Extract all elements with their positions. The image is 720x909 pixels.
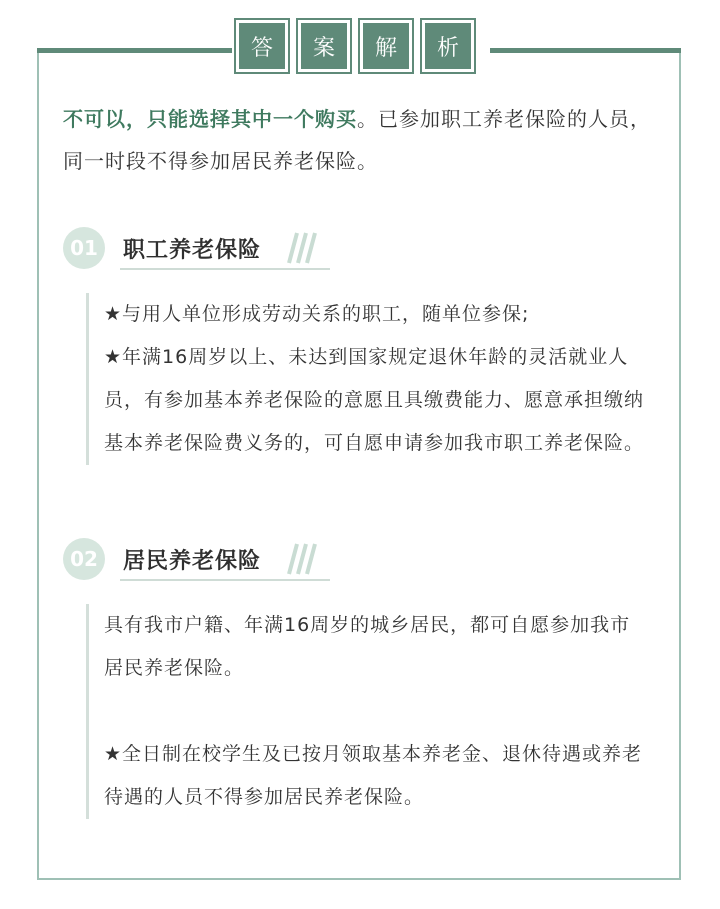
title-tile	[296, 18, 352, 74]
paragraph-spacer	[104, 690, 644, 733]
title-tile	[420, 18, 476, 74]
section-header-02	[63, 538, 319, 580]
section-header-01	[63, 227, 319, 269]
title-char: 答	[239, 23, 285, 69]
section-paragraph: ★与用人单位形成劳动关系的职工，随单位参保;	[104, 303, 530, 325]
section-number-badge: 01	[63, 227, 105, 269]
title-tile	[234, 18, 290, 74]
title-tile	[358, 18, 414, 74]
section-header-underline	[120, 268, 330, 270]
frame-top-line-left	[37, 48, 232, 53]
slash-decoration-icon	[279, 542, 319, 576]
section-paragraph: ★全日制在校学生及已按月领取基本养老金、退休待遇或养老待遇的人员不得参加居民养老保险。	[104, 743, 643, 808]
title-char: 案	[301, 23, 347, 69]
title-char: 析	[425, 23, 471, 69]
section-paragraph: ★年满16周岁以上、未达到国家规定退休年龄的灵活就业人员，有参加基本养老保险的意愿且具缴费能力、愿意承担缴纳基本养老保险费义务的，可自愿申请参加我市职工养老保险。	[104, 346, 645, 454]
section-title: 居民养老保险	[123, 548, 262, 574]
slash-decoration-icon	[279, 231, 319, 265]
intro-text: 。已参加职工养老保险的人员，同一时段不得参加居民养老保险。	[63, 107, 651, 173]
section-body-01	[86, 293, 644, 465]
intro-highlight: 不可以，只能选择其中一个购买	[63, 107, 357, 131]
section-title: 职工养老保险	[123, 237, 262, 263]
section-header-underline	[120, 579, 330, 581]
title-tiles	[234, 18, 476, 74]
intro-paragraph	[63, 98, 663, 182]
section-paragraph: 具有我市户籍、年满16周岁的城乡居民，都可自愿参加我市居民养老保险。	[104, 614, 631, 679]
section-body-02	[86, 604, 644, 819]
title-char: 解	[363, 23, 409, 69]
section-number-badge: 02	[63, 538, 105, 580]
frame-top-line-right	[490, 48, 681, 53]
